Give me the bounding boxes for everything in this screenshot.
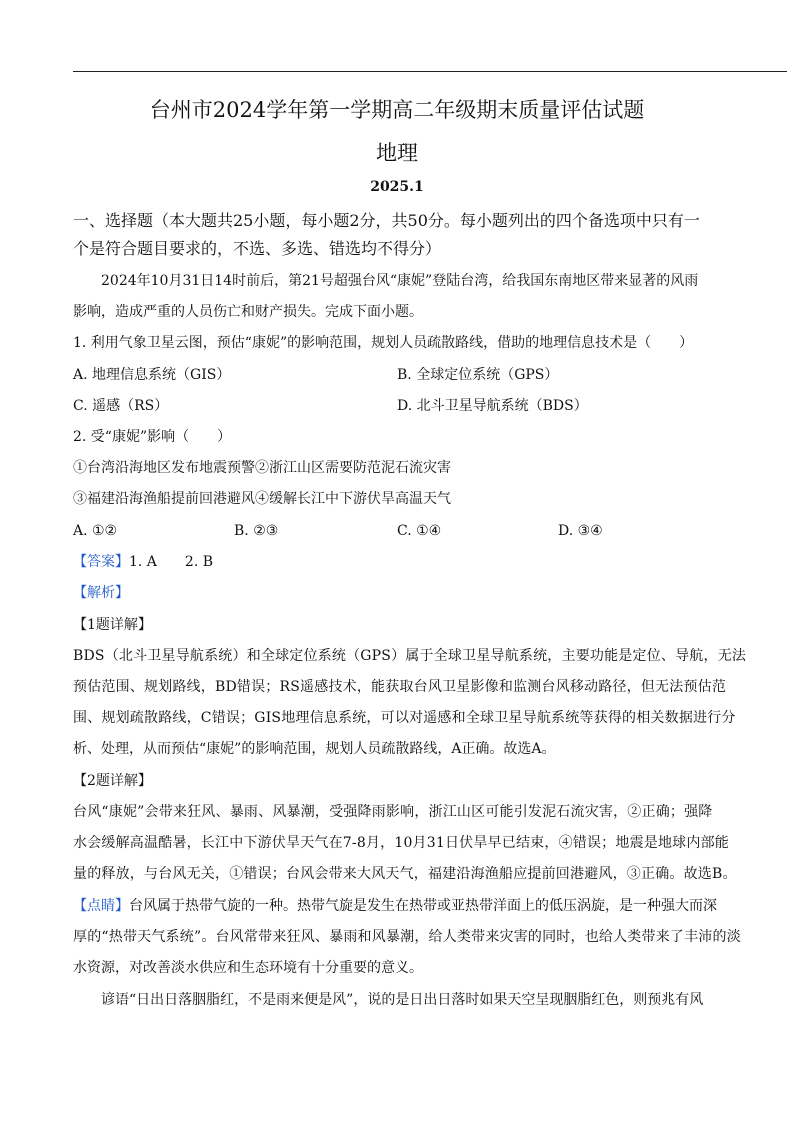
analysis-label: 【解析】 (73, 585, 129, 601)
answer-text: 1. A 2. B (129, 554, 214, 570)
detail-1-line1: BDS（北斗卫星导航系统）和全球定位系统（GPS）属于全球卫星导航系统，主要功能是定位、导航，无法 (73, 648, 747, 664)
q1-option-b: B. 全球定位系统（GPS） (397, 367, 559, 383)
detail-2-line1: 台风“康妮”会带来狂风、暴雨、风暴潮，受强降雨影响，浙江山区可能引发泥石流灾害，②正确；强降 (73, 804, 713, 820)
question-1-stem: 1. 利用气象卫星云图，预估“康妮”的影响范围，规划人员疏散路线，借助的地理信息技术是（ ） (73, 335, 694, 351)
detail-1-label: 【1题详解】 (73, 617, 152, 633)
detail-1-line4: 析、处理，从而预估“康妮”的影响范围，规划人员疏散路线，A正确。故选A。 (73, 741, 556, 757)
exam-title: 台州市2024学年第一学期高二年级期末质量评估试题 (149, 98, 645, 122)
tip-text: 台风属于热带气旋的一种。热带气旋是发生在热带或亚热带洋面上的低压涡旋，是一种强大而深 (129, 898, 717, 914)
passage-line2: 影响，造成严重的人员伤亡和财产损失。完成下面小题。 (73, 304, 423, 320)
exam-date: 2025.1 (370, 179, 424, 195)
q2-option-c: C. ①④ (397, 523, 442, 539)
detail-2-line2: 水会缓解高温酷暑，长江中下游伏旱天气在7-8月，10月31日伏旱早已结束，④错误；地震是地球内部能 (73, 835, 729, 851)
passage-line1: 2024年10月31日14时前后，第21号超强台风“康妮”登陆台湾，给我国东南地区带来显著的风雨 (101, 273, 699, 289)
proverb-line1: 谚语“日出日落胭脂红，不是雨来便是风”，说的是日出日落时如果天空呈现胭脂红色，则预兆有风 (101, 992, 704, 1008)
answer-label: 【答案】 (73, 554, 129, 570)
q2-option-b: B. ②③ (234, 523, 279, 539)
section-heading-line1: 一、选择题（本大题共25小题，每小题2分，共50分。每小题列出的四个备选项中只有一 (73, 211, 700, 230)
header-rule (73, 71, 787, 72)
q2-items-line2: ③福建沿海渔船提前回港避风④缓解长江中下游伏旱高温天气 (73, 491, 451, 507)
detail-1-line2: 预估范围、规划路线，BD错误；RS遥感技术，能获取台风卫星影像和监测台风移动路径，但无法预估范 (73, 679, 727, 695)
tip-label: 【点睛】 (73, 898, 129, 914)
tip-line1 (73, 896, 717, 916)
exam-subject: 地理 (376, 141, 418, 165)
question-2-stem: 2. 受“康妮”影响（ ） (73, 429, 232, 445)
q2-items-line1: ①台湾沿海地区发布地震预警②浙江山区需要防范泥石流灾害 (73, 460, 451, 476)
detail-1-line3: 围、规划疏散路线，C错误；GIS地理信息系统，可以对遥感和全球卫星导航系统等获得的相关数据进行分 (73, 710, 736, 726)
q1-option-c: C. 遥感（RS） (73, 398, 169, 414)
q1-option-d: D. 北斗卫星导航系统（BDS） (397, 398, 588, 414)
tip-line3: 水资源，对改善淡水供应和生态环境有十分重要的意义。 (73, 960, 423, 976)
q2-option-d: D. ③④ (558, 523, 603, 539)
detail-2-line3: 量的释放，与台风无关，①错误；台风会带来大风天气，福建沿海渔船应提前回港避风，③正确。故选B。 (73, 866, 737, 882)
q1-option-a: A. 地理信息系统（GIS） (73, 367, 231, 383)
detail-2-label: 【2题详解】 (73, 773, 152, 789)
section-heading-line2: 个是符合题目要求的，不选、多选、错选均不得分） (73, 239, 442, 258)
tip-line2: 厚的“热带天气系统”。台风常带来狂风、暴雨和风暴潮，给人类带来灾害的同时，也给人类带来了丰沛的淡 (73, 929, 741, 945)
q2-option-a: A. ①② (73, 523, 118, 539)
answer-line (73, 552, 213, 572)
